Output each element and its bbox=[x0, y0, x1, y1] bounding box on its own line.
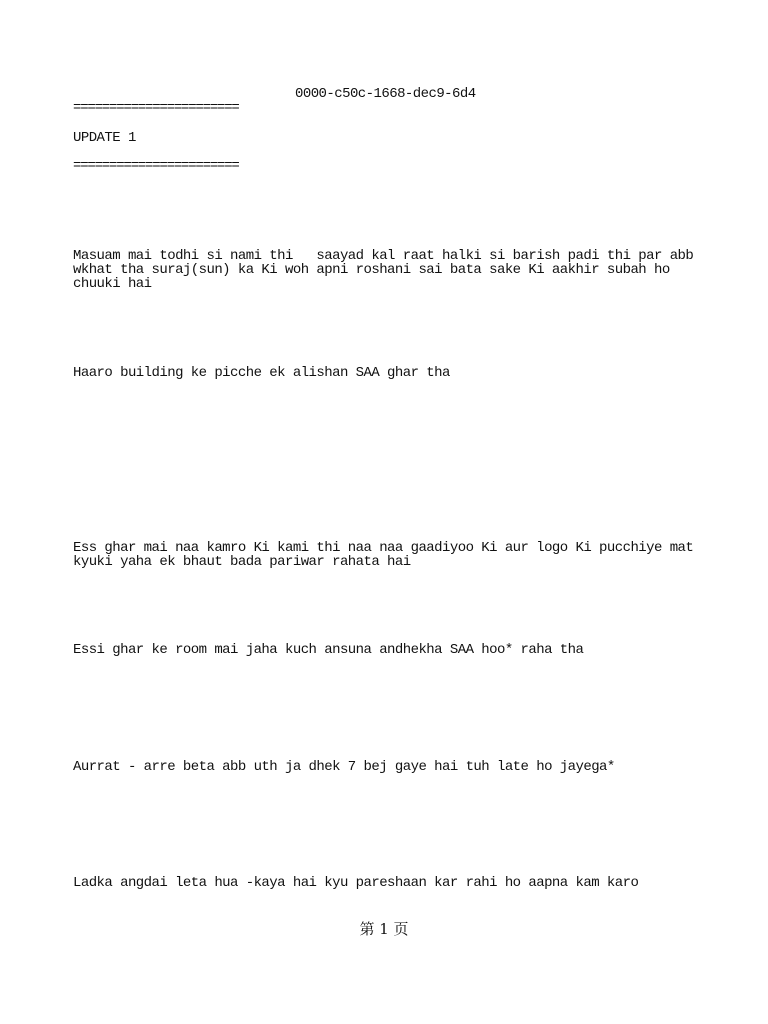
separator-line-bottom: ======================= bbox=[73, 158, 239, 174]
page-number: 第 1 页 bbox=[359, 920, 409, 938]
paragraph-line: Haaro building ke picche ek alishan SAA ghar tha bbox=[73, 365, 450, 381]
paragraph-line: Aurrat - arre beta abb uth ja dhek 7 bej gaye hai tuh late ho jayega* bbox=[73, 759, 615, 775]
separator-line-top: ======================= bbox=[73, 100, 239, 116]
paragraph-line: Masuam mai todhi si nami thi saayad kal raat halki si barish padi thi par abb bbox=[73, 248, 694, 264]
paragraph-line: chuuki hai bbox=[73, 276, 152, 292]
update-heading: UPDATE 1 bbox=[73, 130, 136, 146]
paragraph-line: Essi ghar ke room mai jaha kuch ansuna andhekha SAA hoo* raha tha bbox=[73, 642, 584, 658]
paragraph-line: kyuki yaha ek bhaut bada pariwar rahata hai bbox=[73, 554, 411, 570]
document-id: 0000-c50c-1668-dec9-6d4 bbox=[295, 86, 476, 102]
paragraph-line: Ladka angdai leta hua -kaya hai kyu pareshaan kar rahi ho aapna kam karo bbox=[73, 875, 639, 891]
paragraph-line: wkhat tha suraj(sun) ka Ki woh apni roshani sai bata sake Ki aakhir subah ho bbox=[73, 262, 670, 278]
paragraph-line: Ess ghar mai naa kamro Ki kami thi naa naa gaadiyoo Ki aur logo Ki pucchiye mat bbox=[73, 540, 694, 556]
